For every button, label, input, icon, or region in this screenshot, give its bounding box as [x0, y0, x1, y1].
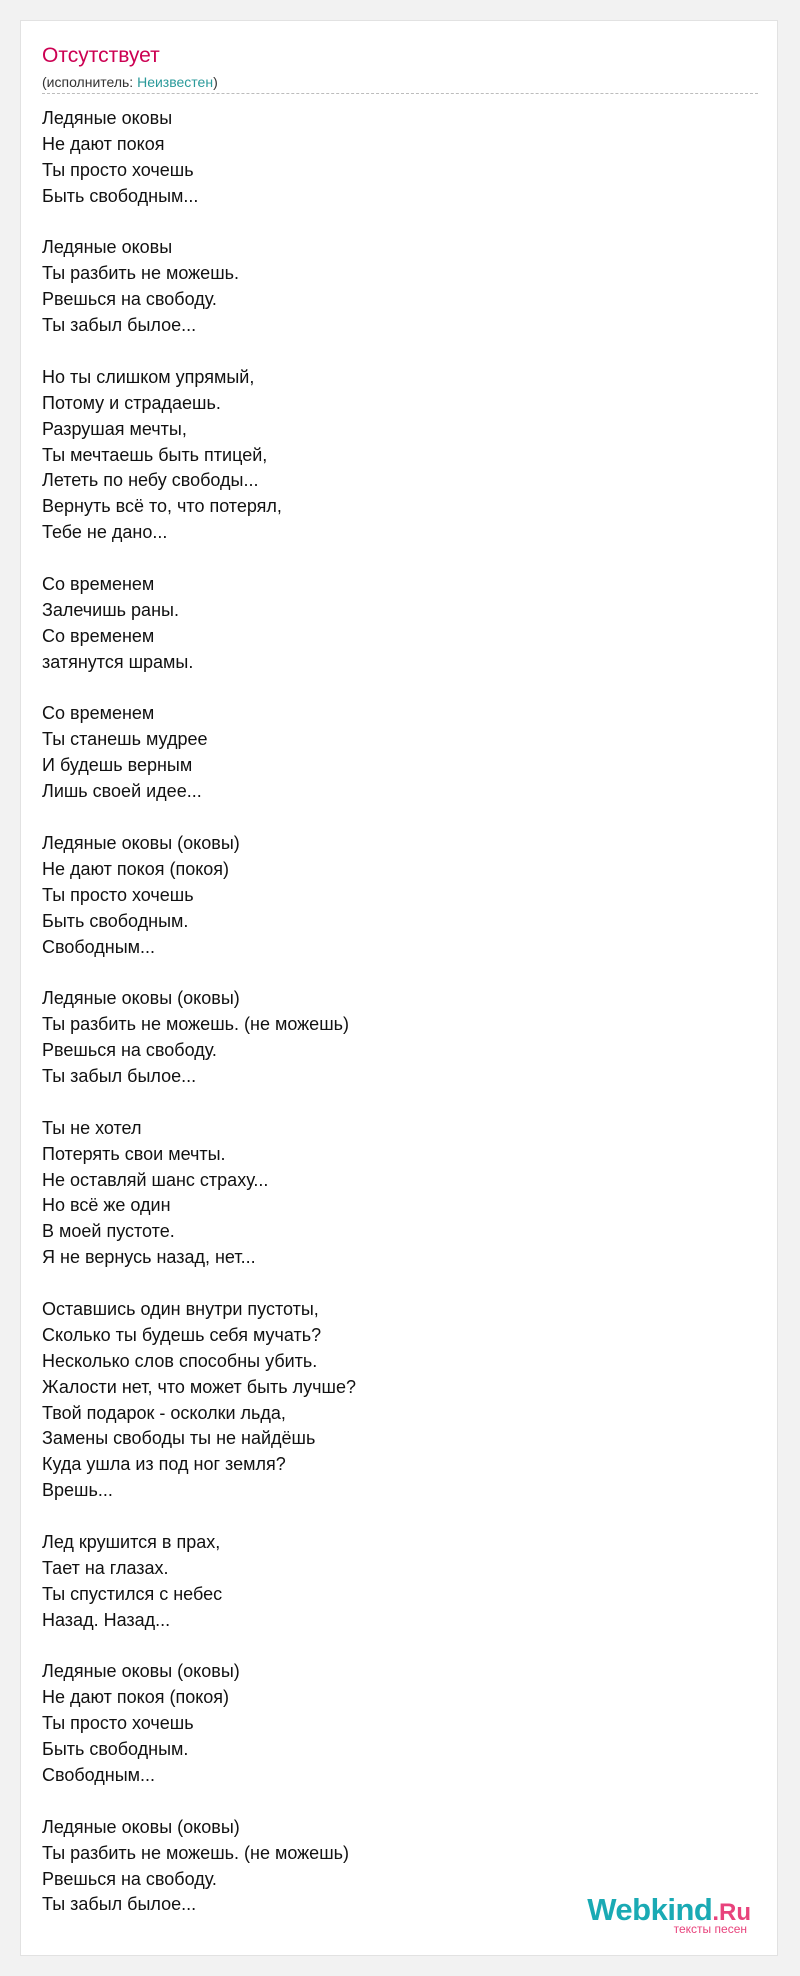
lyrics-line: Рвешься на свободу. [42, 289, 217, 310]
lyrics-line: Ледяные оковы (оковы) [42, 1661, 240, 1682]
lyrics-line: Замены свободы ты не найдёшь [42, 1428, 316, 1449]
lyrics-stanza [42, 106, 742, 210]
lyrics-line: Быть свободным. [42, 1739, 189, 1760]
lyrics-line: Врешь... [42, 1480, 113, 1501]
lyrics-line: Ты спустился с небес [42, 1583, 223, 1604]
lyrics-stanza [42, 1297, 742, 1504]
lyrics-line: Ты не хотел [42, 1117, 142, 1138]
lyrics-line: Куда ушла из под ног земля? [42, 1454, 286, 1475]
lyrics-line: Ледяные оковы [42, 108, 173, 128]
lyrics-line: Ты мечтаешь быть птицей, [42, 444, 268, 465]
lyrics-line: Я не вернусь назад, нет... [42, 1247, 256, 1268]
logo-tagline: тексты песен [673, 1922, 747, 1936]
header-divider [42, 93, 758, 94]
lyrics-line: Залечишь раны. [42, 599, 179, 620]
lyrics-line: Ты просто хочешь [42, 884, 194, 905]
lyrics-line: Ты просто хочешь [42, 159, 194, 180]
lyrics-line: Сколько ты будешь себя мучать? [42, 1324, 322, 1345]
lyrics-stanza [42, 1530, 742, 1634]
song-title: Отсутствует [42, 44, 160, 67]
logo-name: Webkind [587, 1892, 713, 1927]
site-logo[interactable] [587, 1894, 751, 1935]
lyrics-line: Ледяные оковы (оковы) [42, 1816, 240, 1837]
lyrics-line: Быть свободным. [42, 910, 189, 931]
lyrics-line: В моей пустоте. [42, 1221, 175, 1242]
lyrics-line: Не дают покоя [42, 133, 165, 154]
lyrics-line: Не оставляй шанс страху... [42, 1169, 269, 1190]
lyrics-line: Ледяные оковы (оковы) [42, 832, 240, 853]
lyrics-line: Но всё же один [42, 1195, 171, 1216]
lyrics-stanza [42, 365, 742, 546]
lyrics-line: Но ты слишком упрямый, [42, 366, 255, 387]
lyrics-line: И будешь верным [42, 755, 193, 776]
lyrics-line: Жалости нет, что может быть лучше? [42, 1376, 356, 1397]
lyrics-stanza [42, 1659, 742, 1788]
lyrics-line: Лететь по небу свободы... [42, 470, 259, 491]
lyrics-line: Со временем [42, 625, 155, 646]
lyrics-stanza [42, 1116, 742, 1271]
lyrics-stanza [42, 831, 742, 960]
lyrics-text [42, 106, 742, 1918]
lyrics-line: Разрушая мечты, [42, 418, 187, 439]
lyrics-line: Свободным... [42, 1765, 156, 1785]
lyrics-stanza [42, 701, 742, 805]
artist-line [42, 73, 218, 91]
lyrics-line: Ты разбить не можешь. (не можешь) [42, 1842, 350, 1863]
lyrics-line: Потерять свои мечты. [42, 1143, 226, 1164]
lyrics-line: Тебе не дано... [42, 522, 168, 543]
artist-link[interactable]: Неизвестен [137, 74, 214, 90]
lyrics-line: Потому и страдаешь. [42, 392, 221, 413]
lyrics-stanza [42, 235, 742, 339]
lyrics-line: Назад. Назад... [42, 1609, 171, 1630]
lyrics-line: Лишь своей идее... [42, 781, 202, 802]
lyrics-line: Ты забыл былое... [42, 1065, 197, 1086]
artist-prefix: (исполнитель: [42, 74, 138, 90]
lyrics-line: Вернуть всё то, что потерял, [42, 496, 282, 517]
lyrics-line: Ты разбить не можешь. [42, 263, 240, 284]
lyrics-line: Несколько слов способны убить. [42, 1350, 318, 1371]
lyrics-line: Рвешься на свободу. [42, 1868, 217, 1889]
lyrics-line: Лед крушится в прах, [42, 1531, 221, 1552]
lyrics-line: Ты разбить не можешь. (не можешь) [42, 1014, 350, 1035]
lyrics-line: Быть свободным... [42, 185, 199, 206]
lyrics-line: Не дают покоя (покоя) [42, 1687, 230, 1708]
lyrics-line: затянутся шрамы. [42, 651, 194, 672]
artist-suffix: ) [213, 74, 218, 90]
lyrics-line: Тает на глазах. [42, 1557, 169, 1578]
lyrics-line: Свободным... [42, 936, 156, 957]
lyrics-line: Рвешься на свободу. [42, 1040, 217, 1061]
lyrics-line: Оставшись один внутри пустоты, [42, 1298, 319, 1319]
lyrics-line: Ледяные оковы (оковы) [42, 988, 240, 1009]
logo-tld: .Ru [712, 1899, 751, 1926]
lyrics-line: Ты забыл былое... [42, 315, 197, 336]
lyrics-line: Со временем [42, 574, 155, 595]
lyrics-line: Ледяные оковы [42, 237, 173, 258]
lyrics-line: Не дают покоя (покоя) [42, 858, 230, 879]
lyrics-line: Со временем [42, 703, 155, 724]
lyrics-line: Твой подарок - осколки льда, [42, 1402, 286, 1423]
lyrics-page [20, 20, 778, 1956]
lyrics-line: Ты станешь мудрее [42, 729, 208, 750]
lyrics-line: Ты забыл былое... [42, 1894, 197, 1915]
lyrics-line: Ты просто хочешь [42, 1713, 194, 1734]
lyrics-stanza [42, 986, 742, 1090]
lyrics-stanza [42, 572, 742, 676]
